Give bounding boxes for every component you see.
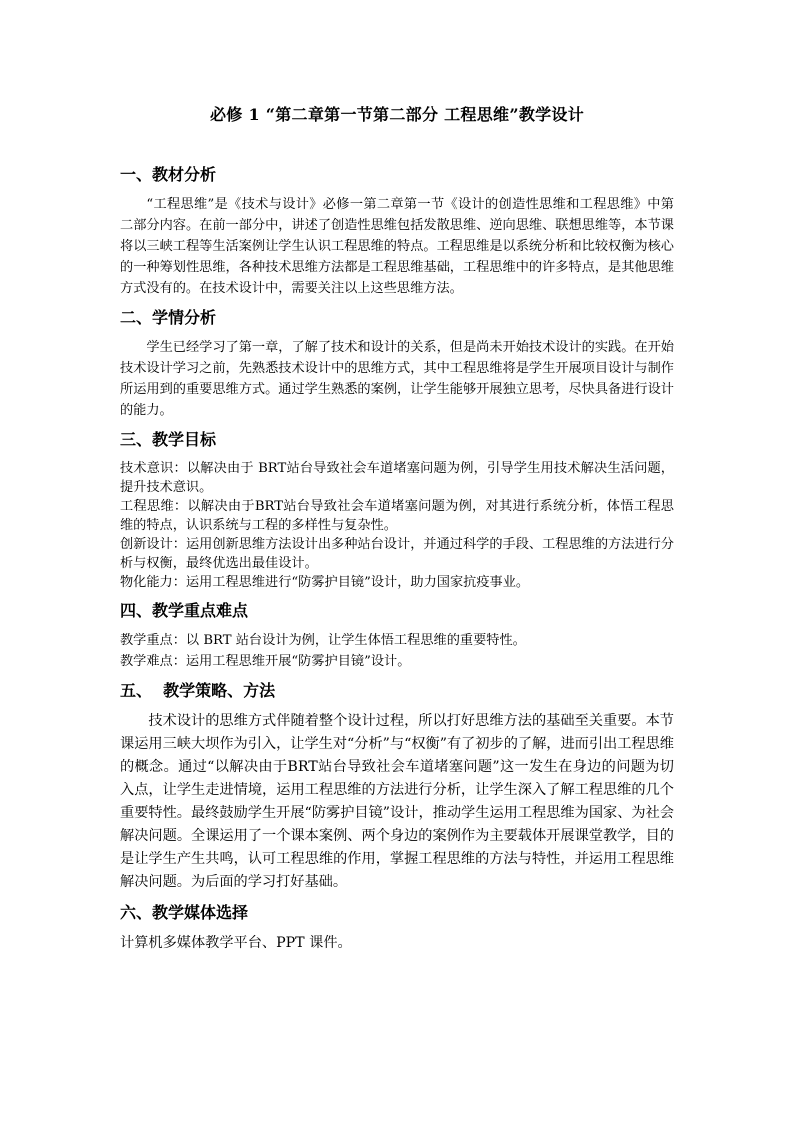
- section-heading: 四、教学重点难点: [120, 601, 249, 620]
- objective-innovative-design: 创新设计：运用创新思维方法设计出多种站台设计，并通过科学的手段、工程思维的方法进行分析与权衡，最终优选出最佳设计。: [120, 537, 674, 571]
- document-title: 必修 1 “第二章第一节第二部分 工程思维”教学设计: [209, 105, 585, 124]
- section-key-points: [120, 600, 674, 672]
- section-paragraph: 学生已经学习了第一章，了解了技术和设计的关系，但是尚未开始技术设计的实践。在开始技术设计学习之前，先熟悉技术设计中的思维方式，其中工程思维将是学生开展项目设计与制作所运用到的重要思维方式。通过学生熟悉的案例，让学生能够开展独立思考，尽快具备进行设计的能力。: [120, 340, 674, 418]
- section-heading: 六、教学媒体选择: [120, 903, 249, 922]
- objective-engineering-thinking: 工程思维：以解决由于BRT站台导致社会车道堵塞问题为例，对其进行系统分析，体悟工程思维的特点，认识系统与工程的多样性与复杂性。: [120, 499, 674, 533]
- section-textbook-analysis: [120, 164, 674, 299]
- section-teaching-objectives: [120, 429, 674, 592]
- teaching-key-point: 教学重点：以 BRT 站台设计为例，让学生体悟工程思维的重要特性。: [120, 633, 526, 648]
- section-paragraph: 技术设计的思维方式伴随着整个设计过程，所以打好思维方法的基础至关重要。本节课运用三峡大坝作为引入，让学生对“分析”与“权衡”有了初步的了解，进而引出工程思维的概念。通过“以解决由于BRT站台导致社会车道堵塞问题”这一发生在身边的问题为切入点，让学生走进情境，运用工程思维的方法进行分析，让学生深入了解工程思维的几个重要特性。最终鼓励学生开展“防雾护目镜”设计，推动学生运用工程思维为国家、为社会解决问题。全课运用了一个课本案例、两个身边的案例作为主要载体开展课堂教学，目的是让学生产生共鸣，认可工程思维的作用，掌握工程思维的方法与特性，并运用工程思维解决问题。为后面的学习打好基础。: [120, 713, 674, 890]
- teaching-difficulty: 教学难点：运用工程思维开展“防雾护目镜”设计。: [120, 654, 411, 669]
- objective-technical-awareness: 技术意识：以解决由于 BRT站台导致社会车道堵塞问题为例，引导学生用技术解决生活问题，提升技术意识。: [120, 461, 674, 495]
- section-heading: 二、学情分析: [120, 308, 217, 327]
- section-heading: 一、教材分析: [120, 165, 217, 184]
- section-heading: 五、 教学策略、方法: [120, 681, 276, 700]
- section-teaching-media: [120, 902, 674, 954]
- media-selection-text: 计算机多媒体教学平台、PPT 课件。: [120, 935, 352, 951]
- objective-materialization-ability: 物化能力：运用工程思维进行“防雾护目镜”设计，助力国家抗疫事业。: [120, 575, 530, 590]
- section-paragraph: “工程思维”是《技术与设计》必修一第二章第一节《设计的创造性思维和工程思维》中第二部分内容。在前一部分中，讲述了创造性思维包括发散思维、逆向思维、联想思维等，本节课将以三峡工程等生活案例让学生认识工程思维的特点。工程思维是以系统分析和比较权衡为核心的一种筹划性思维，各种技术思维方法都是工程思维基础，工程思维中的许多特点，是其他思维方式没有的。在技术设计中，需要关注以上这些思维方法。: [120, 197, 674, 296]
- section-heading: 三、教学目标: [120, 430, 217, 449]
- section-learner-analysis: [120, 307, 674, 421]
- section-teaching-strategy: [120, 680, 674, 894]
